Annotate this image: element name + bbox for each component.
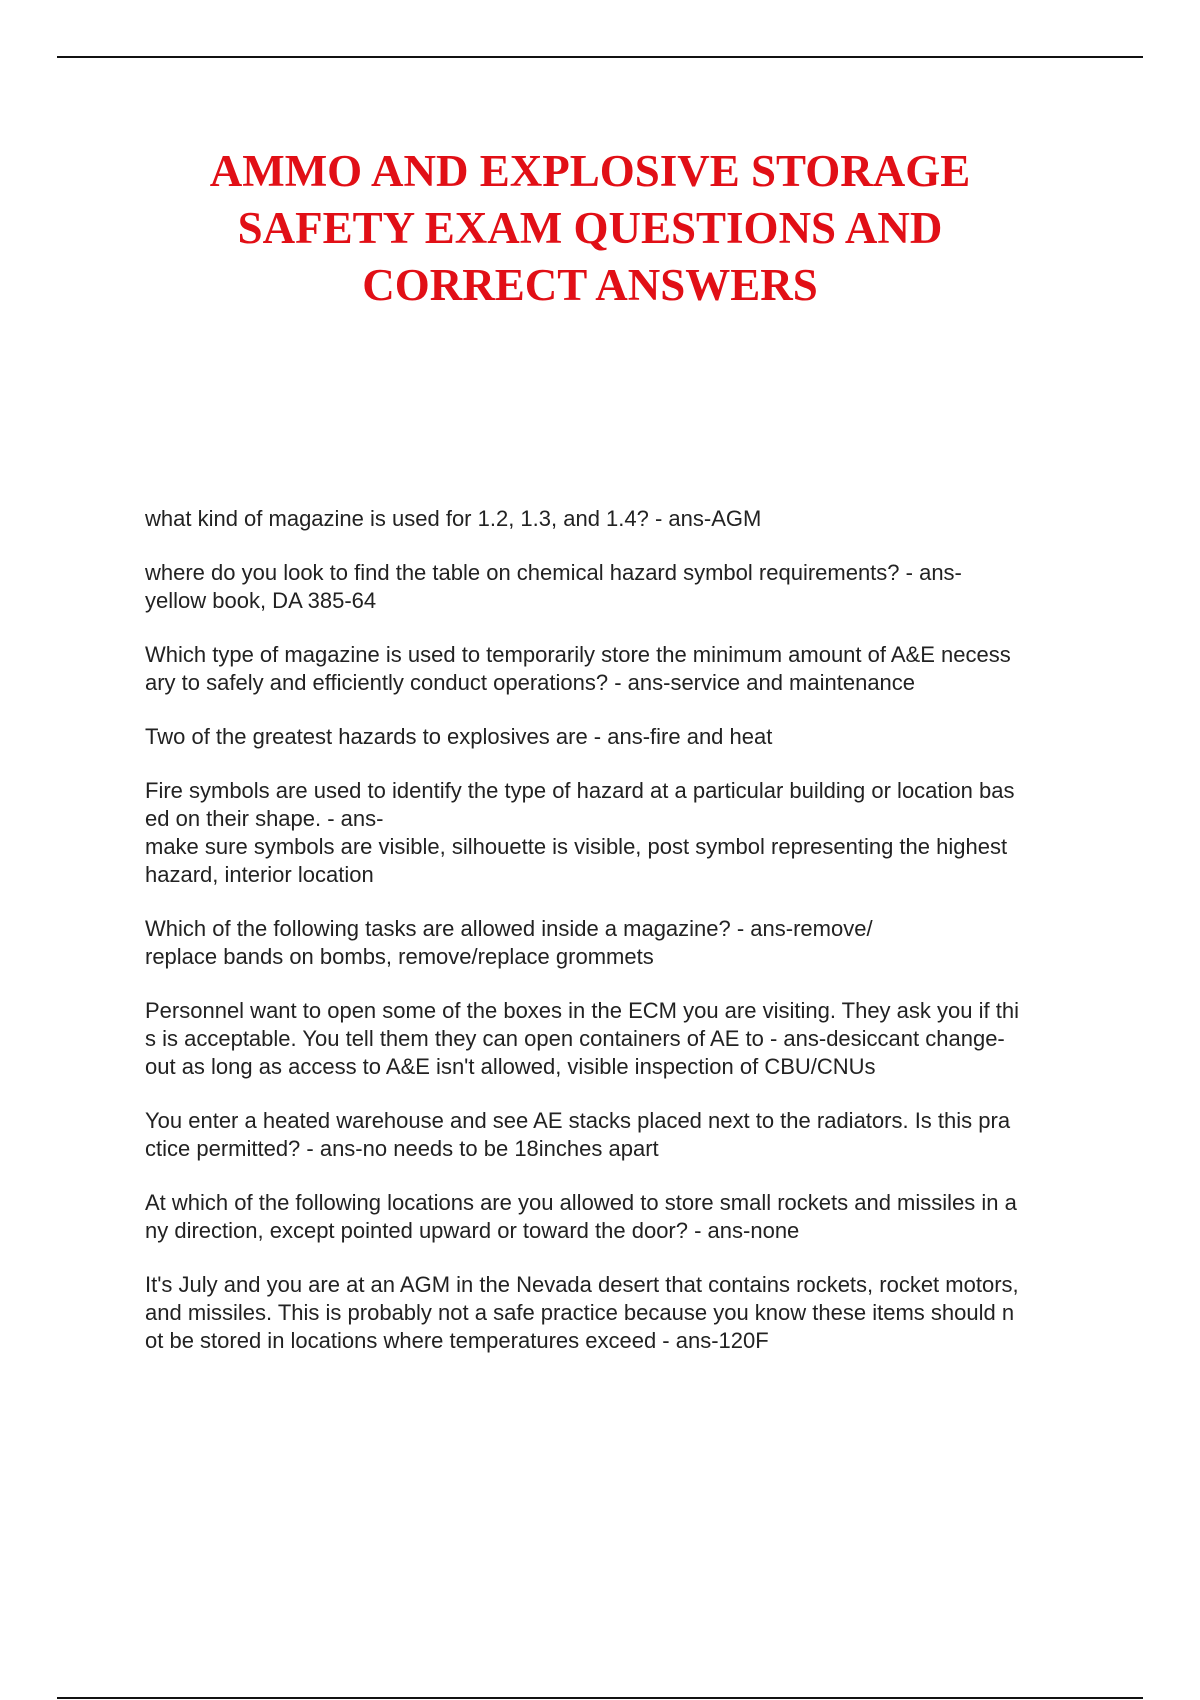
question-answer-line: ed on their shape. - ans- xyxy=(145,806,384,831)
question-answer-item xyxy=(145,777,1090,889)
question-answer-line: Personnel want to open some of the boxes in the ECM you are visiting. They ask you if thi xyxy=(145,998,1019,1023)
question-answer-item xyxy=(145,559,1090,615)
question-answer-line: s is acceptable. You tell them they can open containers of AE to - ans-desiccant change- xyxy=(145,1026,1005,1051)
bottom-rule xyxy=(57,1697,1143,1699)
question-answer-item xyxy=(145,641,1090,697)
question-answer-line: ctice permitted? - ans-no needs to be 18inches apart xyxy=(145,1136,659,1161)
question-answer-item xyxy=(145,915,1090,971)
question-answer-line: Which type of magazine is used to temporarily store the minimum amount of A&E necess xyxy=(145,642,1011,667)
question-answer-line: make sure symbols are visible, silhouette is visible, post symbol representing the highest xyxy=(145,834,1008,859)
question-answer-line: out as long as access to A&E isn't allowed, visible inspection of CBU/CNUs xyxy=(145,1054,876,1079)
document-title xyxy=(130,143,1050,314)
question-answer-item xyxy=(145,505,1090,533)
question-answer-item xyxy=(145,1107,1090,1163)
question-answer-item xyxy=(145,1271,1090,1355)
question-answer-line: Two of the greatest hazards to explosives are - ans-fire and heat xyxy=(145,724,773,749)
question-answer-line: Which of the following tasks are allowed inside a magazine? - ans-remove/ xyxy=(145,916,873,941)
question-answer-line: where do you look to find the table on chemical hazard symbol requirements? - ans- xyxy=(145,560,962,585)
question-answer-item xyxy=(145,1189,1090,1245)
title-line: CORRECT ANSWERS xyxy=(362,260,818,310)
question-answer-line: It's July and you are at an AGM in the Nevada desert that contains rockets, rocket motors, xyxy=(145,1272,1019,1297)
question-answer-line: yellow book, DA 385-64 xyxy=(145,588,377,613)
title-line: AMMO AND EXPLOSIVE STORAGE xyxy=(209,146,971,196)
question-answer-line: At which of the following locations are you allowed to store small rockets and missiles in a xyxy=(145,1190,1017,1215)
question-answer-list xyxy=(145,505,1090,1381)
question-answer-item xyxy=(145,997,1090,1081)
question-answer-line: what kind of magazine is used for 1.2, 1.3, and 1.4? - ans-AGM xyxy=(145,506,762,531)
question-answer-line: ary to safely and efficiently conduct operations? - ans-service and maintenance xyxy=(145,670,916,695)
question-answer-line: hazard, interior location xyxy=(145,862,374,887)
question-answer-line: ot be stored in locations where temperatures exceed - ans-120F xyxy=(145,1328,769,1353)
question-answer-line: Fire symbols are used to identify the type of hazard at a particular building or location bas xyxy=(145,778,1015,803)
question-answer-item xyxy=(145,723,1090,751)
title-line: SAFETY EXAM QUESTIONS AND xyxy=(237,203,943,253)
question-answer-line: You enter a heated warehouse and see AE stacks placed next to the radiators. Is this pra xyxy=(145,1108,1011,1133)
question-answer-line: and missiles. This is probably not a safe practice because you know these items should n xyxy=(145,1300,1015,1325)
question-answer-line: replace bands on bombs, remove/replace grommets xyxy=(145,944,654,969)
question-answer-line: ny direction, except pointed upward or toward the door? - ans-none xyxy=(145,1218,800,1243)
top-rule xyxy=(57,56,1143,58)
